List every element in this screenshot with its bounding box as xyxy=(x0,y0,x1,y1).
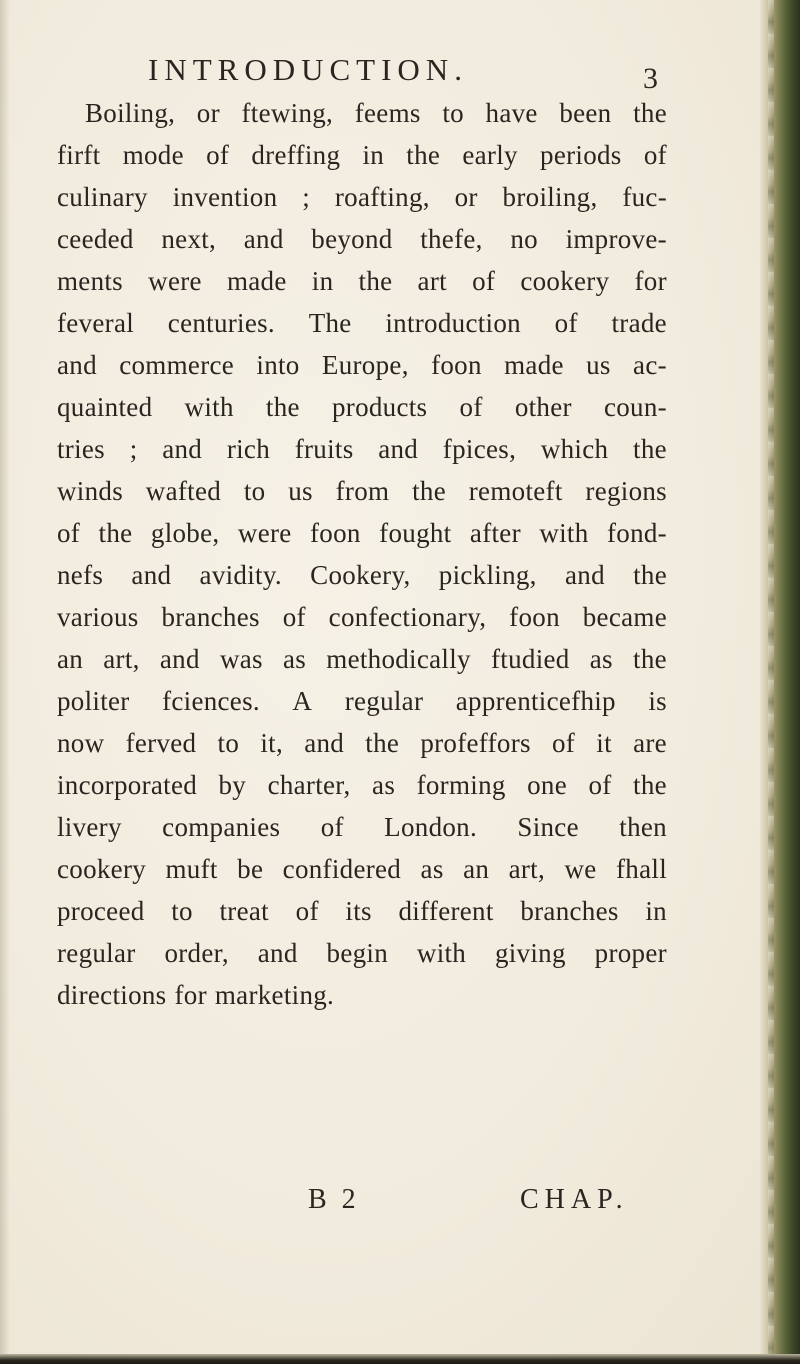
text-word: fuc- xyxy=(622,182,667,212)
text-word: were xyxy=(237,518,292,548)
text-word: thefe, xyxy=(420,224,483,254)
page-number: 3 xyxy=(643,62,658,95)
text-word: be xyxy=(237,854,264,884)
text-word: roafting, xyxy=(334,182,430,212)
text-word: art, xyxy=(103,644,140,674)
text-word: an xyxy=(463,854,490,884)
text-word: ments xyxy=(57,266,123,296)
text-word: or xyxy=(454,182,478,212)
text-word: centuries. xyxy=(167,308,275,338)
text-line xyxy=(57,218,667,260)
text-word: in xyxy=(311,266,334,296)
text-word: for xyxy=(174,980,207,1010)
text-word: proceed xyxy=(57,896,145,926)
text-word: branches xyxy=(520,896,619,926)
text-word: and xyxy=(131,560,172,590)
text-word: globe, xyxy=(150,518,220,548)
text-line xyxy=(57,260,667,302)
text-word: proper xyxy=(594,938,667,968)
text-word: invention xyxy=(172,182,278,212)
text-word: politer xyxy=(57,686,130,716)
text-line xyxy=(57,890,667,932)
text-line xyxy=(57,848,667,890)
text-word: or xyxy=(196,98,220,128)
text-word: companies xyxy=(162,812,281,842)
text-word: fought xyxy=(379,518,452,548)
text-word: the xyxy=(412,476,446,506)
text-word: of xyxy=(552,728,576,758)
text-word: early xyxy=(462,140,518,170)
text-word: ferved xyxy=(125,728,197,758)
text-line xyxy=(57,134,667,176)
body-text xyxy=(57,92,667,1016)
page-bottom-edge xyxy=(0,1354,800,1364)
text-line xyxy=(57,176,667,218)
text-word: into xyxy=(256,350,300,380)
text-word: us xyxy=(288,476,313,506)
text-word: fond- xyxy=(606,518,667,548)
text-word: and xyxy=(162,434,203,464)
text-word: to xyxy=(171,896,193,926)
text-word: to xyxy=(243,476,266,506)
text-word: been xyxy=(559,98,612,128)
text-word: and xyxy=(243,224,284,254)
catchword: CHAP. xyxy=(520,1184,629,1215)
text-word: The xyxy=(308,308,352,338)
running-title: INTRODUCTION. xyxy=(148,52,468,87)
text-line xyxy=(57,722,667,764)
text-word: next, xyxy=(161,224,217,254)
text-word: after xyxy=(469,518,521,548)
text-word: foon xyxy=(310,518,361,548)
text-word: with xyxy=(539,518,589,548)
page-gutter-shadow xyxy=(0,0,10,1364)
text-word: methodically xyxy=(326,644,471,674)
text-word: the xyxy=(406,140,441,170)
text-word: with xyxy=(416,938,467,968)
text-word: cookery xyxy=(57,854,147,884)
text-word: the xyxy=(358,266,393,296)
text-word: fpices, xyxy=(442,434,517,464)
text-word: branches xyxy=(161,602,260,632)
text-word: the xyxy=(633,434,667,464)
text-word: pickling, xyxy=(438,560,537,590)
text-word: the xyxy=(365,728,400,758)
text-word: winds xyxy=(57,476,124,506)
text-word: of xyxy=(554,308,578,338)
text-word: the xyxy=(265,392,300,422)
text-word: art xyxy=(417,266,447,296)
text-word: various xyxy=(57,602,139,632)
text-word: charter, xyxy=(267,770,351,800)
text-word: is xyxy=(648,686,667,716)
text-word: livery xyxy=(57,812,122,842)
text-word: ceeded xyxy=(57,224,134,254)
text-line xyxy=(57,806,667,848)
text-word: and xyxy=(57,350,97,380)
text-word: directions xyxy=(57,980,167,1010)
text-word: and xyxy=(257,938,298,968)
text-word: to xyxy=(217,728,240,758)
text-word: feveral xyxy=(57,308,135,338)
text-word: beyond xyxy=(311,224,393,254)
text-word: made xyxy=(226,266,287,296)
text-word: were xyxy=(148,266,202,296)
text-word: trade xyxy=(611,308,667,338)
text-word: now xyxy=(57,728,105,758)
text-word: apprenticefhip xyxy=(455,686,616,716)
text-word: treat xyxy=(219,896,269,926)
text-line xyxy=(57,596,667,638)
text-word: its xyxy=(345,896,372,926)
text-word: an xyxy=(57,644,84,674)
text-line xyxy=(57,344,667,386)
text-line xyxy=(57,512,667,554)
text-line xyxy=(57,302,667,344)
text-word: of xyxy=(57,518,81,548)
text-word: of xyxy=(320,812,344,842)
text-word: of xyxy=(472,266,496,296)
text-word: dreffing xyxy=(251,140,341,170)
text-word: of xyxy=(588,770,612,800)
text-word: fciences. xyxy=(162,686,260,716)
text-word: then xyxy=(619,812,667,842)
text-word: fruits xyxy=(294,434,354,464)
text-word: muft xyxy=(165,854,218,884)
text-word: with xyxy=(184,392,234,422)
text-word: and xyxy=(159,644,200,674)
text-word: order, xyxy=(164,938,229,968)
text-word: the xyxy=(633,560,667,590)
text-word: begin xyxy=(326,938,389,968)
text-word: products xyxy=(331,392,428,422)
text-word: periods xyxy=(540,140,622,170)
text-word: wafted xyxy=(145,476,222,506)
text-word: by xyxy=(218,770,247,800)
text-word: remoteft xyxy=(468,476,563,506)
text-word: and xyxy=(378,434,419,464)
text-word: cookery xyxy=(520,266,610,296)
text-word: ; xyxy=(302,182,311,212)
text-word: the xyxy=(633,98,667,128)
text-word: the xyxy=(633,644,667,674)
text-word: for xyxy=(634,266,667,296)
text-word: from xyxy=(335,476,390,506)
text-word: ftudied xyxy=(491,644,570,674)
text-word: of xyxy=(282,602,306,632)
text-line xyxy=(57,680,667,722)
text-line xyxy=(57,428,667,470)
running-header xyxy=(148,52,658,95)
text-word: have xyxy=(485,98,538,128)
text-word: mode xyxy=(122,140,184,170)
text-word: one xyxy=(527,770,568,800)
text-word: A xyxy=(292,686,313,716)
text-word: regular xyxy=(57,938,136,968)
text-word: and xyxy=(304,728,345,758)
text-word: culinary xyxy=(57,182,148,212)
text-word: the xyxy=(633,770,667,800)
text-word: rich xyxy=(226,434,270,464)
text-word: it, xyxy=(260,728,283,758)
text-word: became xyxy=(582,602,667,632)
text-line xyxy=(57,92,667,134)
text-word: regular xyxy=(344,686,424,716)
text-line xyxy=(57,764,667,806)
text-line xyxy=(57,554,667,596)
text-word: confectionary, xyxy=(328,602,487,632)
text-word: commerce xyxy=(119,350,235,380)
text-word: firft xyxy=(57,140,101,170)
text-word: ; xyxy=(129,434,138,464)
text-line xyxy=(57,638,667,680)
text-word: avidity. xyxy=(199,560,282,590)
text-word: in xyxy=(645,896,667,926)
text-word: it xyxy=(596,728,612,758)
text-word: as xyxy=(372,770,396,800)
text-word: as xyxy=(283,644,307,674)
text-line xyxy=(57,974,667,1016)
text-word: foon xyxy=(431,350,482,380)
text-word: art, xyxy=(508,854,546,884)
text-word: profeffors xyxy=(420,728,531,758)
text-word: coun- xyxy=(603,392,667,422)
text-word: of xyxy=(206,140,230,170)
text-word: quainted xyxy=(57,392,153,422)
text-word: which xyxy=(540,434,609,464)
text-word: we xyxy=(564,854,597,884)
text-word: Boiling, xyxy=(85,98,176,128)
text-word: London. xyxy=(384,812,478,842)
text-word: foon xyxy=(509,602,560,632)
text-word: and xyxy=(564,560,605,590)
text-word: nefs xyxy=(57,560,104,590)
text-word: are xyxy=(633,728,667,758)
text-word: giving xyxy=(494,938,566,968)
text-line xyxy=(57,932,667,974)
text-word: forming xyxy=(416,770,506,800)
text-word: of xyxy=(459,392,483,422)
text-word: tries xyxy=(57,434,105,464)
text-line xyxy=(57,470,667,512)
text-word: improve- xyxy=(565,224,667,254)
text-word: confidered xyxy=(282,854,402,884)
text-word: marketing. xyxy=(214,980,335,1010)
text-word: Cookery, xyxy=(310,560,411,590)
text-word: feems xyxy=(354,98,421,128)
text-word: was xyxy=(219,644,263,674)
text-word: in xyxy=(362,140,385,170)
signature-mark: B 2 xyxy=(308,1184,360,1215)
text-word: as xyxy=(589,644,613,674)
text-word: Europe, xyxy=(321,350,409,380)
text-word: to xyxy=(442,98,464,128)
page-edge-binding xyxy=(760,0,800,1364)
text-word: regions xyxy=(585,476,667,506)
text-line xyxy=(57,386,667,428)
text-word: incorporated xyxy=(57,770,198,800)
text-word: broiling, xyxy=(502,182,598,212)
text-word: ftewing, xyxy=(241,98,334,128)
text-word: introduction xyxy=(385,308,521,338)
text-word: ac- xyxy=(633,350,667,380)
text-word: different xyxy=(398,896,494,926)
text-word: us xyxy=(586,350,611,380)
text-word: fhall xyxy=(616,854,667,884)
text-word: Since xyxy=(517,812,579,842)
page-footer xyxy=(0,1184,800,1224)
text-word: as xyxy=(420,854,444,884)
text-word: the xyxy=(98,518,133,548)
text-word: no xyxy=(510,224,538,254)
text-word: other xyxy=(514,392,572,422)
text-word: of xyxy=(295,896,319,926)
text-word: of xyxy=(643,140,667,170)
text-word: made xyxy=(504,350,564,380)
